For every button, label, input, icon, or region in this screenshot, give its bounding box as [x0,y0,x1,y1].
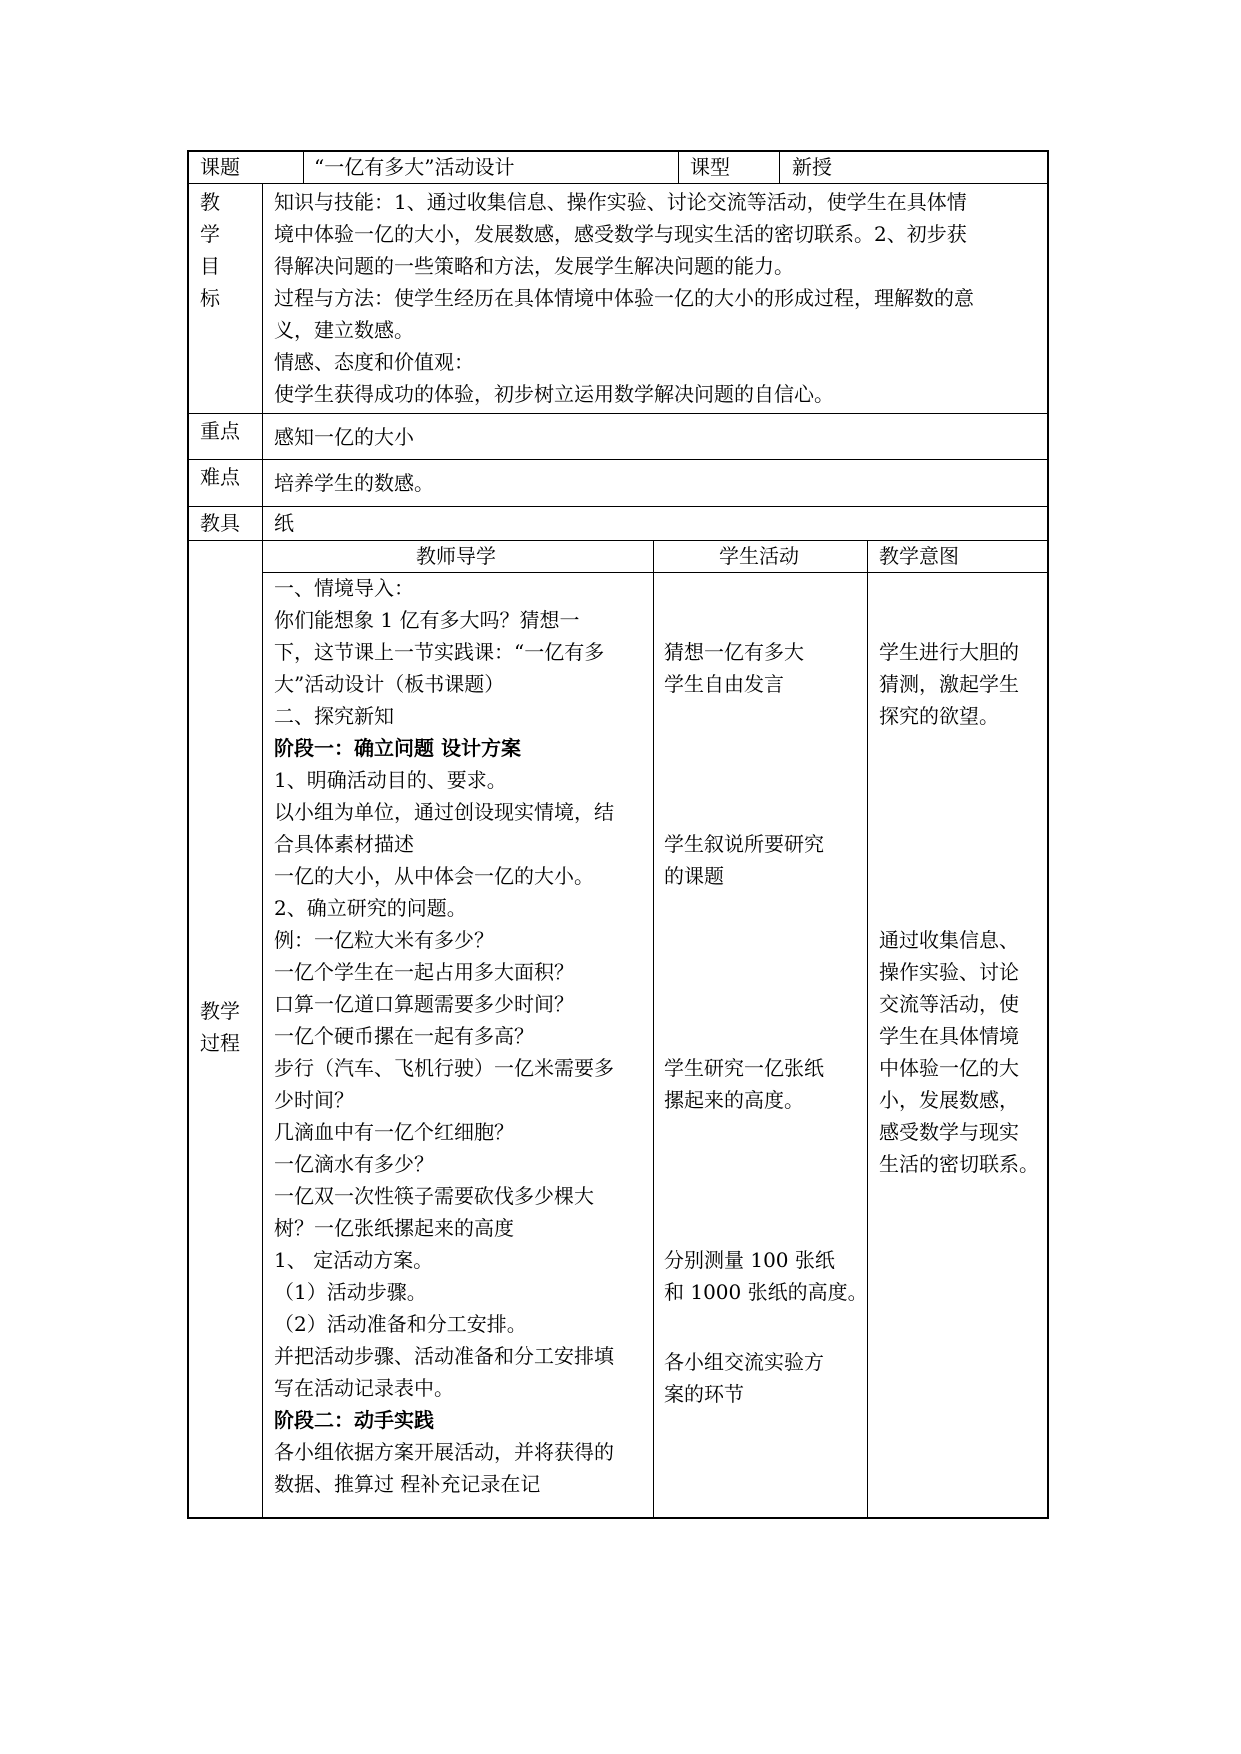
teacher-line: 并把活动步骤、活动准备和分工安排填 [274,1344,614,1368]
column-header-intent: 教学意图 [879,544,959,568]
teaching-intent-line: 通过收集信息、 [879,928,1019,952]
student-activity-line: 和 1000 张纸的高度。 [664,1280,868,1304]
teacher-line: 各小组依据方案开展活动，并将获得的 [274,1440,614,1464]
tools-label: 教具 [200,511,240,535]
column-header-student: 学生活动 [719,544,799,568]
table-rule [653,540,654,1519]
table-rule [187,150,189,1519]
teacher-line: 二、探究新知 [274,704,394,728]
objectives-line: 境中体验一亿的大小，发展数感，感受数学与现实生活的密切联系。2、初步获 [274,222,967,246]
student-activity-line: 分别测量 100 张纸 [664,1248,835,1272]
teaching-intent-line: 生活的密切联系。 [879,1152,1039,1176]
objectives-line: 情感、态度和价值观： [274,350,474,374]
student-activity-line: 摞起来的高度。 [664,1088,804,1112]
teacher-line: 2、确立研究的问题。 [274,896,467,920]
key-point-label: 重点 [200,419,240,443]
teacher-line: 步行（汽车、飞机行驶）一亿米需要多 [274,1056,614,1080]
process-label: 过程 [200,1031,240,1055]
type-label: 课型 [690,155,730,179]
objectives-label-char: 学 [200,222,220,246]
teacher-line: 一亿个学生在一起占用多大面积？ [274,960,574,984]
teaching-intent-line: 探究的欲望。 [879,704,999,728]
table-rule [187,413,1049,414]
teacher-line: 一亿个硬币摞在一起有多高？ [274,1024,534,1048]
table-rule [867,540,868,1519]
teacher-line: 数据、推算过 程补充记录在记 [274,1472,541,1496]
teaching-intent-line: 中体验一亿的大 [879,1056,1019,1080]
objectives-line: 使学生获得成功的体验，初步树立运用数学解决问题的自信心。 [274,382,834,406]
table-rule [1047,150,1049,1519]
student-activity-line: 案的环节 [664,1382,744,1406]
difficulty-value: 培养学生的数感。 [274,471,434,495]
teacher-line: 阶段二：动手实践 [274,1408,434,1432]
lesson-title: “一亿有多大”活动设计 [314,155,515,179]
student-activity-line: 学生叙说所要研究 [664,832,824,856]
teacher-line: 你们能想象 1 亿有多大吗？猜想一 [274,608,580,632]
table-rule [187,506,1049,507]
student-activity-line: 的课题 [664,864,724,888]
teacher-line: 合具体素材描述 [274,832,414,856]
teacher-line: 例：一亿粒大米有多少？ [274,928,494,952]
student-activity-line: 各小组交流实验方 [664,1350,824,1374]
table-rule [303,150,304,184]
teacher-line: 阶段一：确立问题 设计方案 [274,736,521,760]
lesson-label: 课题 [200,155,240,179]
teacher-line: （2）活动准备和分工安排。 [274,1312,527,1336]
table-rule [187,459,1049,460]
teacher-line: 树？一亿张纸摞起来的高度 [274,1216,514,1240]
teaching-intent-line: 猜测，激起学生 [879,672,1019,696]
teacher-line: 1、明确活动目的、要求。 [274,768,507,792]
table-rule [678,150,679,184]
student-activity-line: 学生研究一亿张纸 [664,1056,824,1080]
objectives-label-char: 目 [200,254,220,278]
objectives-label-char: 标 [200,286,220,310]
objectives-line: 知识与技能：1、通过收集信息、操作实验、讨论交流等活动，使学生在具体情 [274,190,967,214]
teacher-line: 一亿双一次性筷子需要砍伐多少棵大 [274,1184,594,1208]
objectives-line: 得解决问题的一些策略和方法，发展学生解决问题的能力。 [274,254,794,278]
process-label: 教学 [200,999,240,1023]
table-rule [187,1517,1049,1519]
teacher-line: 少时间？ [274,1088,354,1112]
teacher-line: 下，这节课上一节实践课：“一亿有多 [274,640,605,664]
objectives-line: 义，建立数感。 [274,318,414,342]
teacher-line: 1、 定活动方案。 [274,1248,434,1272]
teaching-intent-line: 学生在具体情境 [879,1024,1019,1048]
difficulty-label: 难点 [200,465,240,489]
teacher-line: 口算一亿道口算题需要多少时间？ [274,992,574,1016]
teaching-intent-line: 学生进行大胆的 [879,640,1019,664]
teacher-line: 以小组为单位，通过创设现实情境，结 [274,800,614,824]
teacher-line: 一亿滴水有多少？ [274,1152,434,1176]
objectives-line: 过程与方法：使学生经历在具体情境中体验一亿的大小的形成过程，理解数的意 [274,286,974,310]
teacher-line: 大”活动设计（板书课题） [274,672,505,696]
teaching-intent-line: 小，发展数感， [879,1088,1019,1112]
table-rule [187,183,1049,184]
student-activity-line: 猜想一亿有多大 [664,640,804,664]
teaching-intent-line: 交流等活动，使 [879,992,1019,1016]
objectives-label-char: 教 [200,190,220,214]
teacher-line: 几滴血中有一亿个红细胞？ [274,1120,514,1144]
column-header-teacher: 教师导学 [416,544,496,568]
key-point-value: 感知一亿的大小 [274,425,414,449]
student-activity-line: 学生自由发言 [664,672,784,696]
teacher-line: 一、情境导入： [274,576,414,600]
teacher-line: 写在活动记录表中。 [274,1376,454,1400]
teacher-line: 一亿的大小，从中体会一亿的大小。 [274,864,594,888]
type-value: 新授 [792,155,832,179]
teacher-line: （1）活动步骤。 [274,1280,427,1304]
table-rule [779,150,780,184]
table-rule [262,183,263,1519]
teaching-intent-line: 感受数学与现实 [879,1120,1019,1144]
teaching-intent-line: 操作实验、讨论 [879,960,1019,984]
lesson-plan-table [187,150,1049,1519]
tools-value: 纸 [274,511,294,535]
